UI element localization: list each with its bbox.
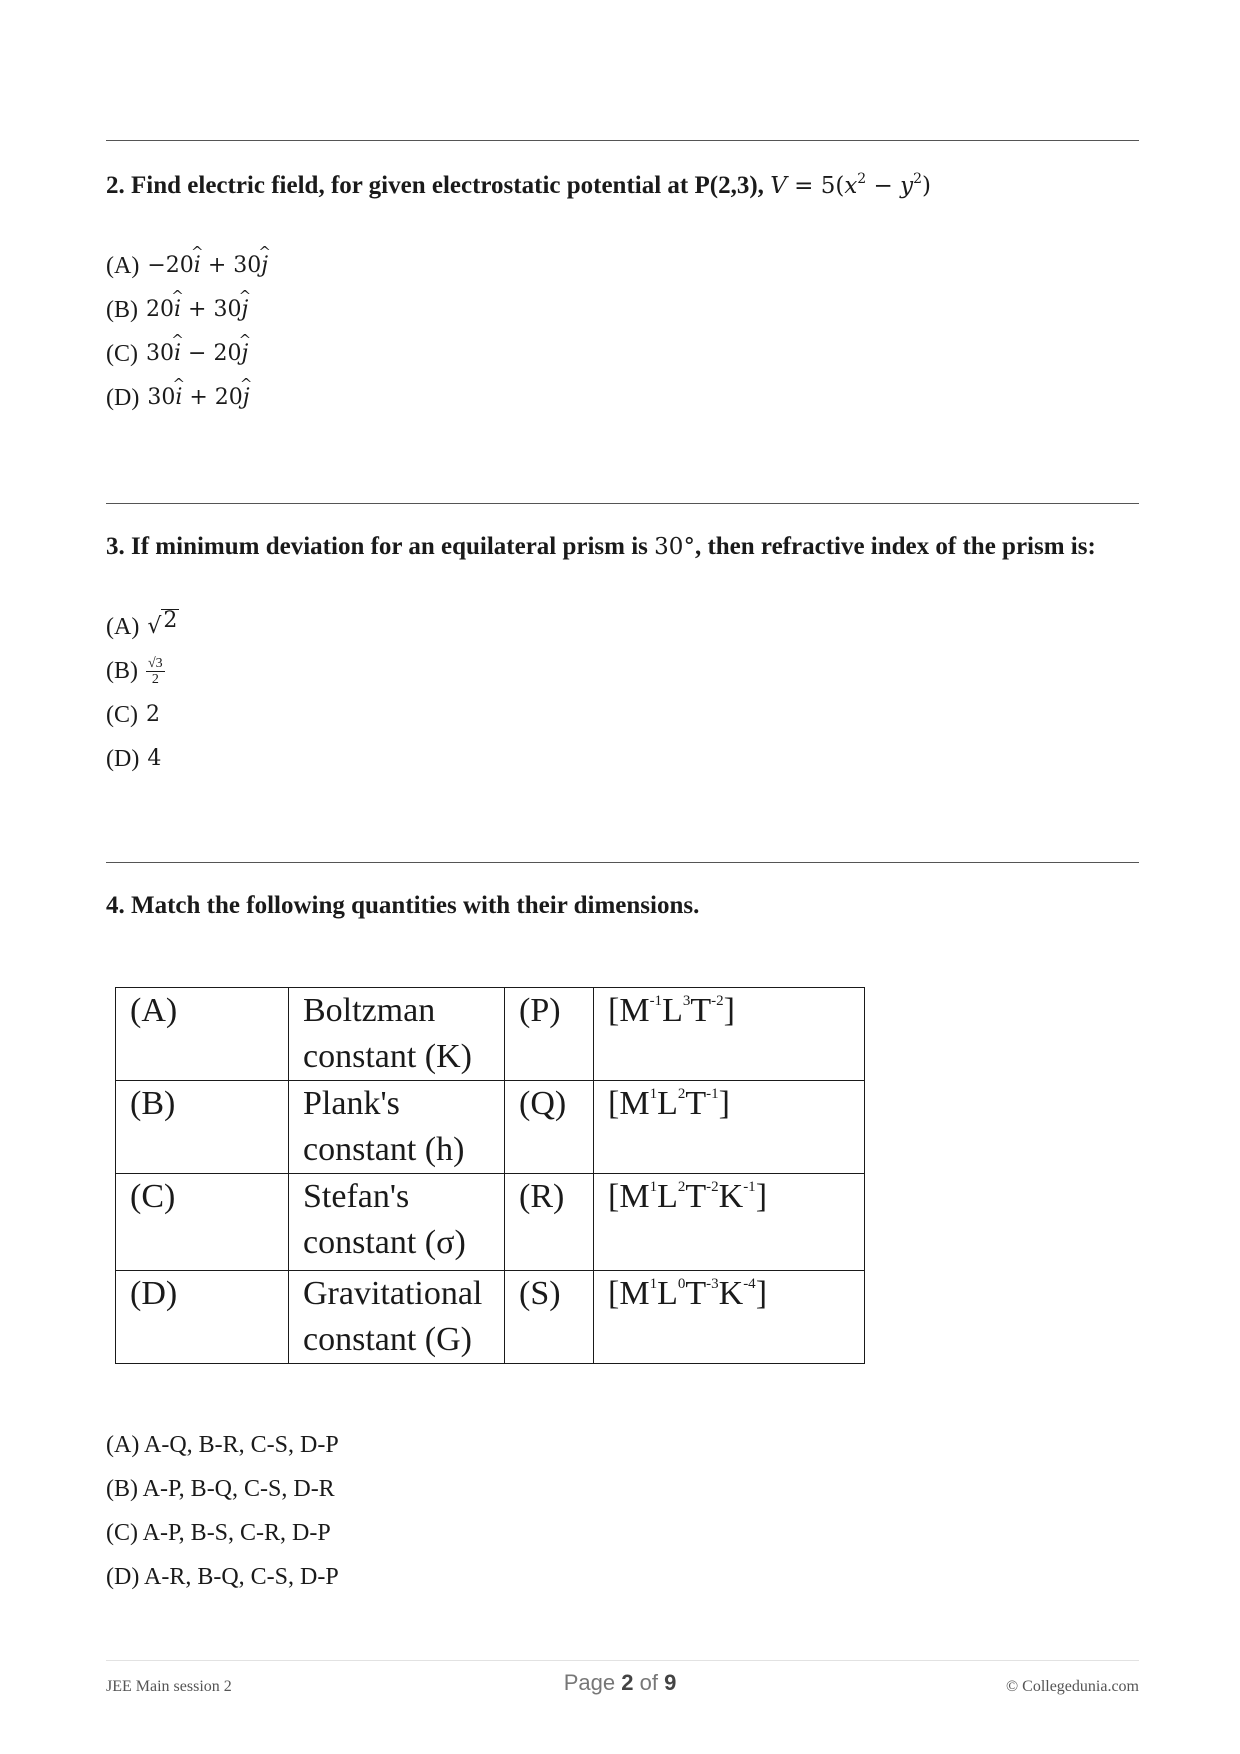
dimension-formula: $[M^1L^2T^{-2}K^{-1}]$ [594,1174,865,1271]
option-a[interactable]: (A) −20i ^ + 30j ^ [106,244,268,288]
option-d[interactable]: (D) 4 [106,746,162,772]
table-cell: (P) [505,988,594,1081]
option-c[interactable]: (C) 30i ^ − 20j ^ [106,332,268,376]
option-b[interactable]: (B) A-P, B-Q, C-S, D-R [106,1476,335,1502]
question-4-options [106,1423,339,1599]
table-cell: Stefan's constant (σ) [289,1174,505,1271]
dimension-formula: $[M^1L^0T^{-3}K^{-4}]$ [594,1271,865,1364]
divider [106,140,1139,141]
option-a[interactable]: (A) √ 2 [106,608,178,640]
table-row [116,1081,865,1174]
option-d[interactable]: (D) A-R, B-Q, C-S, D-P [106,1564,339,1590]
option-c[interactable]: (C) A-P, B-S, C-R, D-P [106,1520,331,1546]
divider [106,862,1139,863]
option-a[interactable]: (A) A-Q, B-R, C-S, D-P [106,1432,339,1458]
table-row [116,988,865,1081]
question-3-text: 3. If minimum deviation for an equilateral prism is 30°, then refractive index of the prism is: [106,533,1096,560]
table-cell: (C) [116,1174,289,1271]
divider [106,503,1139,504]
table-cell: (S) [505,1271,594,1364]
question-2-text: 2. Find electric field, for given electrostatic potential at P(2,3), $V = 5(x^2 - y^2)$ [106,171,932,199]
table-cell: (A) [116,988,289,1081]
question-4-text: 4. Match the following quantities with their dimensions. [106,892,700,919]
footer-exam-name: JEE Main session 2 [106,1678,232,1695]
table-row [116,1174,865,1271]
table-cell: (D) [116,1271,289,1364]
dimension-formula: $[M^1L^2T^{-1}]$ [594,1081,865,1174]
table-cell: (Q) [505,1081,594,1174]
option-b[interactable]: (B) $\frac{√3}{2}$ [106,655,163,687]
question-2-options [106,244,268,420]
dimension-formula: $[M^{-1}L^3T^{-2}]$ [594,988,865,1081]
match-table [115,987,865,1364]
table-cell: Plank's constant (h) [289,1081,505,1174]
table-cell: (B) [116,1081,289,1174]
option-c[interactable]: (C) 2 [106,702,160,728]
page-indicator: Page 2 of 9 [563,1670,677,1695]
table-cell: Gravitational constant (G) [289,1271,505,1364]
table-row [116,1271,865,1364]
footer-copyright: © Collegedunia.com [1005,1678,1139,1695]
option-d[interactable]: (D) 30i ^ + 20j ^ [106,376,268,420]
table-cell: (R) [505,1174,594,1271]
option-b[interactable]: (B) 20i ^ + 30j ^ [106,288,268,332]
table-cell: Boltzman constant (K) [289,988,505,1081]
footer-divider [106,1660,1139,1661]
question-3-options [106,605,179,781]
